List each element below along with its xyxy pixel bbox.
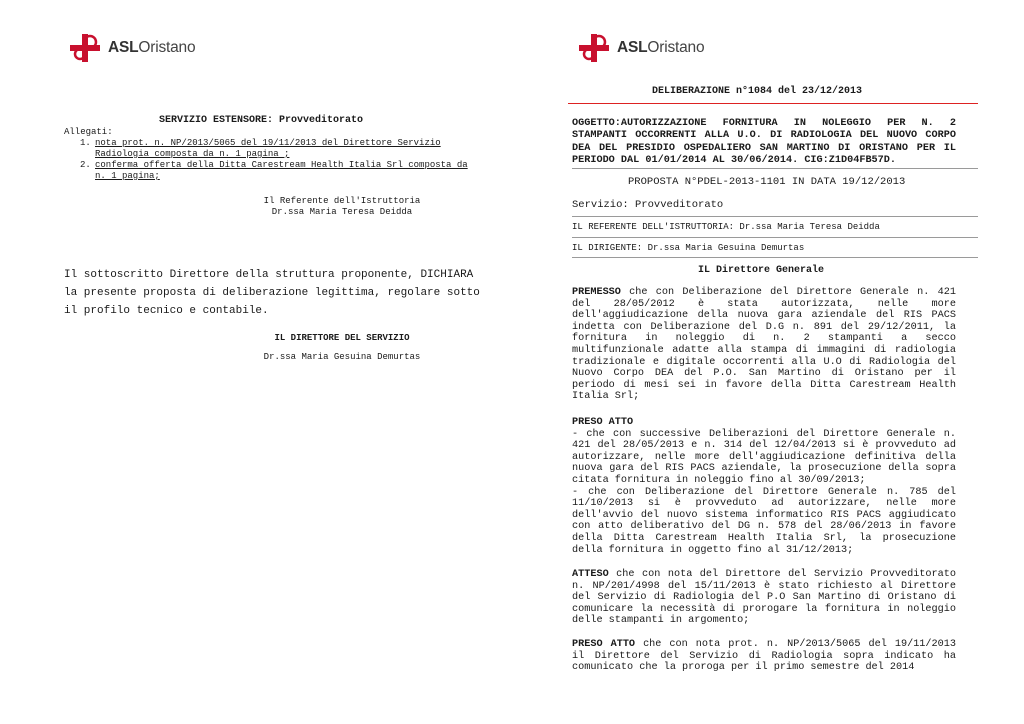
logo-text: ASLOristano <box>617 39 705 56</box>
asl-cross-icon <box>577 32 611 64</box>
divider <box>572 216 978 217</box>
deliberazione-number: DELIBERAZIONE n°1084 del 23/12/2013 <box>652 86 863 97</box>
referente-name: Dr.ssa Maria Teresa Deidda <box>271 207 413 217</box>
divider <box>572 168 978 169</box>
direttore-servizio-label: IL DIRETTORE DEL SERVIZIO <box>274 333 410 343</box>
allegato-item: 1. nota prot. n. NP/2013/5065 del 19/11/2013 del Direttore Servizio Radiologia composta da n. 1 pagina ; <box>80 138 441 159</box>
allegato-link[interactable]: conferma offerta della Ditta Carestream Health Italia Srl composta da n. 1 pagina; <box>95 160 468 181</box>
logo-text: ASLOristano <box>108 39 196 56</box>
asl-cross-icon <box>68 32 102 64</box>
referente-block <box>230 196 454 218</box>
servizio: Servizio: Provveditorato <box>572 199 724 211</box>
preso-atto-paragraph: PRESO ATTO - che con successive Deliberazioni del Direttore Generale n. 421 del 28/05/2013 e n. 314 del 12/04/2013 si è provveduto ad autorizzare, nelle more dell'aggiudicazione definitiva della nuova gara del RIS PACS aziendale, la prosecuzione della sopra citata fornitura in noleggio fino al 30/09/2013; - che con Deliberazione del Direttore Generale n. 785 del 11/10/2013 si è provveduto ad autorizzare, nelle more dell'avvio del nuovo sistema informatico RIS PACS aggiudicato con atto deliberativo del DG n. 578 del 28/06/2013 in favore della Ditta Carestream Health Italia Srl, la prosecuzione della fornitura in oggetto fino al 31/12/2013; <box>572 417 956 556</box>
dirigente: IL DIRIGENTE: Dr.ssa Maria Gesuina Demurtas <box>572 243 805 253</box>
preso-atto-2-paragraph: PRESO ATTO che con nota prot. n. NP/2013/5065 del 19/11/2013 il Direttore del Servizio di Radiologia sopra indicato ha comunicato che la proroga per il primo semestre del 2014 <box>572 639 956 674</box>
dichiarazione: Il sottoscritto Direttore della struttura proponente, DICHIARA la presente proposta di deliberazione legittima, regolare sotto il profilo tecnico e contabile. <box>64 269 480 317</box>
divider <box>572 257 978 258</box>
allegato-link[interactable]: nota prot. n. NP/2013/5065 del 19/11/2013 del Direttore Servizio Radiologia composta da n. 1 pagina ; <box>95 138 441 159</box>
referente-istruttoria: IL REFERENTE DELL'ISTRUTTORIA: Dr.ssa Maria Teresa Deidda <box>572 222 880 232</box>
allegati-list <box>80 138 480 182</box>
referente-label: Il Referente dell'Istruttoria <box>263 196 421 206</box>
premesso-paragraph: PREMESSO che con Deliberazione del Direttore Generale n. 421 del 28/05/2012 è stata autorizzata, nelle more dell'aggiudicazione della nuova gara aziendale del RIS PACS indetta con Deliberazione del D.G n. 891 del 29/12/2011, la fornitura in noleggio di n. 2 stampanti a secco multifunzionale adatte alla stampa di immagini di radiologia tradizionale e digitale occorrenti alla U.O di Radiologia del Nuovo Corpo DEA del P.O. San Martino di Oristano per il periodo di mesi sei in favore della Ditta Carestream Health Italia Srl; <box>572 287 956 403</box>
atteso-paragraph: ATTESO che con nota del Direttore del Servizio Provveditorato n. NP/201/4998 del 15/11/2013 è stato richiesto al Direttore del Servizio di Radiologia del P.O San Martino di Oristano di comunicare la necessità di prorogare la fornitura in noleggio delle stampanti in argomento; <box>572 569 956 627</box>
divider <box>572 237 978 238</box>
allegati-label: Allegati: <box>64 127 113 137</box>
asl-logo-left <box>68 32 195 64</box>
allegato-item: 2. conferma offerta della Ditta Carestream Health Italia Srl composta da n. 1 pagina; <box>80 160 468 181</box>
asl-logo-right <box>577 32 704 64</box>
servizio-estensore: SERVIZIO ESTENSORE: Provveditorato <box>159 115 364 126</box>
proposta: PROPOSTA N°PDEL-2013-1101 IN DATA 19/12/2013 <box>628 176 906 188</box>
direttore-generale-heading: IL Direttore Generale <box>698 265 825 276</box>
direttore-servizio-name: Dr.ssa Maria Gesuina Demurtas <box>263 352 421 362</box>
oggetto: OGGETTO:AUTORIZZAZIONE FORNITURA IN NOLEGGIO PER N. 2 STAMPANTI OCCORRENTI ALLA U.O. DI RADIOLOGIA DEL NUOVO CORPO DEA DEL PRESIDIO OSPEDALIERO SAN MARTINO DI ORISTANO PER IL PERIODO DAL 01/01/2014 AL 30/06/2014. CIG:Z1D04FB57D. <box>572 118 956 167</box>
header-divider <box>568 103 978 104</box>
